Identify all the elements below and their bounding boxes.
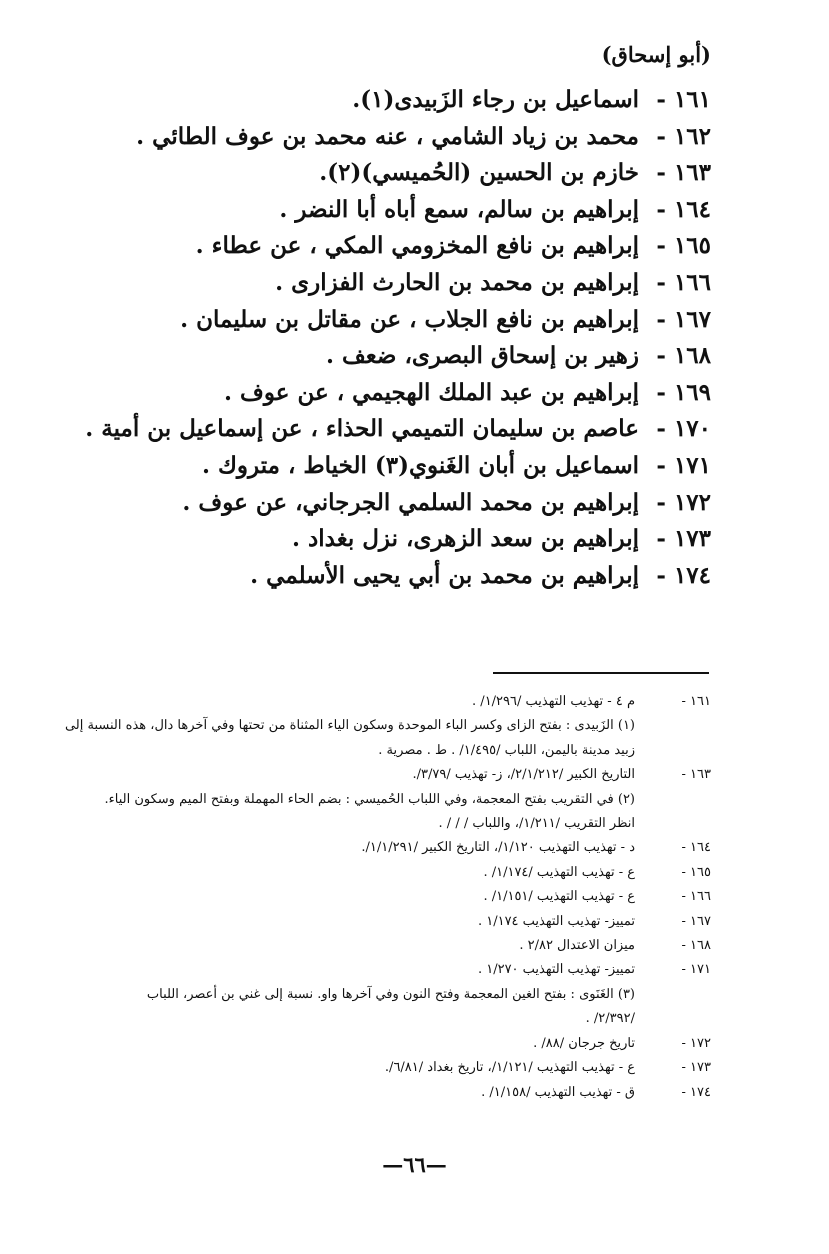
footnote-line [63,714,711,738]
entry-number: ١٧٢ - [656,488,711,516]
entry-number: ١٦٨ - [656,342,711,370]
entry-number: ١٦٢ - [656,122,711,150]
footnotes [63,690,711,1105]
entry-number: ١٦٩ - [656,378,711,406]
entry [111,489,711,526]
entry [111,86,711,123]
entry-number: ١٦١ - [656,86,711,113]
entry-number: ١٧٠ - [656,415,711,443]
footnote-divider [493,672,709,674]
footnote-text: ميزان الاعتدال ٢/٨٢ . [519,938,635,954]
footnote-number: ١٦٦ - [681,889,711,905]
entry-number: ١٧١ - [656,451,711,479]
footnote-text: (١) الزَبيدى : بفتح الزاى وكسر الباء الموحدة وسكون الياء المثناة من تحتها وفي آخرها دال، هذه النسبة إلى [64,718,635,734]
page-header: (أبو إسحاق) [601,42,711,67]
entry [111,269,711,306]
footnote-text: زبيد مدينة باليمن، اللباب /١/٤٩٥/ . ط . مصرية . [378,742,635,758]
footnote-line [63,739,711,763]
footnote-line [63,1007,711,1031]
footnote-line [63,958,711,982]
footnote-line [63,934,711,958]
entry-number: ١٦٥ - [656,232,711,260]
entry-text: إبراهيم بن سالم، سمع أباه أبا النضر . [279,195,639,223]
footnote-number: ١٦٨ - [681,938,711,954]
footnote-line [63,1056,711,1080]
footnote-line [63,885,711,909]
footnote-number: ١٦٤ - [681,840,711,856]
entry [85,415,711,452]
footnote-number: ١٧٤ - [681,1084,711,1100]
entry-text: إبراهيم بن عبد الملك الهجيمي ، عن عوف . [223,378,639,406]
footnote-text: /٢/٣٩٢/ . [585,1011,635,1027]
entry-number: ١٧٣ - [656,525,711,553]
footnote-text: تمييز- تهذيب التهذيب ١/٢٧٠ . [477,962,635,978]
entry-number: ١٧٤ - [656,561,711,589]
entry-number: ١٦٤ - [656,195,711,223]
entry-number: ١٦٣ - [656,159,711,187]
footnote-text: ع - تهذيب التهذيب /١/١٢١/، تاريخ بغداد /٦/٨١/. [384,1060,635,1076]
entry [111,525,711,562]
footnote-line [63,983,711,1007]
footnote-text: ع - تهذيب التهذيب /١/١٧٤/ . [483,864,635,880]
entry-text: إبراهيم بن محمد بن أبي يحيى الأسلمي . [250,561,639,589]
entry [111,306,711,343]
footnote-number: ١٦١ - [681,694,711,709]
entry [111,123,711,160]
footnote-number: ١٦٧ - [681,913,711,929]
entry-number: ١٦٦ - [656,268,711,296]
footnote-number: ١٧٣ - [681,1060,711,1076]
footnote-text: التاريخ الكبير /٢/١/٢١٢/، ز- تهذيب /٣/٧٩/. [412,767,635,783]
entry-text: عاصم بن سليمان التميمي الحذاء ، عن إسماعيل بن أمية . [85,415,639,443]
footnote-text: ق - تهذيب التهذيب /١/١٥٨/ . [481,1084,635,1100]
footnote-text: انظر التقريب /١/٢١١/، واللباب / / / . [438,816,635,832]
footnote-line [63,1081,711,1105]
footnote-number: ١٦٥ - [681,864,711,880]
entry-list [85,86,711,598]
entry [111,452,711,489]
entry-text: إبراهيم بن محمد السلمي الجرجاني، عن عوف . [182,488,639,516]
footnote-line [63,1032,711,1056]
footnote-line [63,763,711,787]
entry-text: إبراهيم بن نافع المخزومي المكي ، عن عطاء . [195,232,639,260]
footnote-line [63,812,711,836]
footnote-line [63,910,711,934]
entry [111,562,711,599]
footnote-text: تاريخ جرجان /٨٨/ . [533,1035,635,1051]
entry-text: إبراهيم بن سعد الزهرى، نزل بغداد . [292,525,639,553]
entry [111,232,711,269]
footnote-number: ١٧١ - [681,962,711,978]
footnote-text: تمييز- تهذيب التهذيب ١/١٧٤ . [477,913,635,929]
entry [111,196,711,233]
entry-text: خازم بن الحسين (الحُميسي)(٢). [319,159,639,187]
entry [111,342,711,379]
entry [111,159,711,196]
footnote-number: ١٧٢ - [681,1035,711,1051]
footnote-line [63,690,711,714]
footnote-text: (٢) في التقريب بفتح المعجمة، وفي اللباب الحُميسي : بضم الحاء المهملة وبفتح الميم وسكون الياء. [104,791,635,807]
footnote-text: م ٤ - تهذيب التهذيب /١/٢٩٦/ . [472,694,635,709]
entry [111,379,711,416]
entry-text: محمد بن زياد الشامي ، عنه محمد بن عوف الطائي . [136,122,639,150]
footnote-line [63,788,711,812]
footnote-text: (٣) الغَنَوى : بفتح الغين المعجمة وفتح النون وفي آخرها واو. نسبة إلى غني بن أعصر، اللباب [146,986,635,1002]
footnote-text: ع - تهذيب التهذيب /١/١٥١/ . [483,889,635,905]
entry-text: إبراهيم بن نافع الجلاب ، عن مقاتل بن سليمان . [180,305,639,333]
entry-text: إبراهيم بن محمد بن الحارث الفزارى . [275,268,639,296]
entry-text: اسماعيل بن أبان الغَنوي(٣) الخياط ، متروك . [201,451,639,479]
page-number: —٦٦— [382,1152,447,1177]
entry-text: اسماعيل بن رجاء الزَبيدى(١). [352,86,639,113]
footnote-line [63,836,711,860]
entry-number: ١٦٧ - [656,305,711,333]
footnote-text: د - تهذيب التهذيب ١/١٢٠/، التاريخ الكبير /١/١/٢٩١/. [361,840,635,856]
footnote-number: ١٦٣ - [681,767,711,783]
entry-text: زهير بن إسحاق البصرى، ضعف . [325,342,639,370]
footnote-line [63,861,711,885]
